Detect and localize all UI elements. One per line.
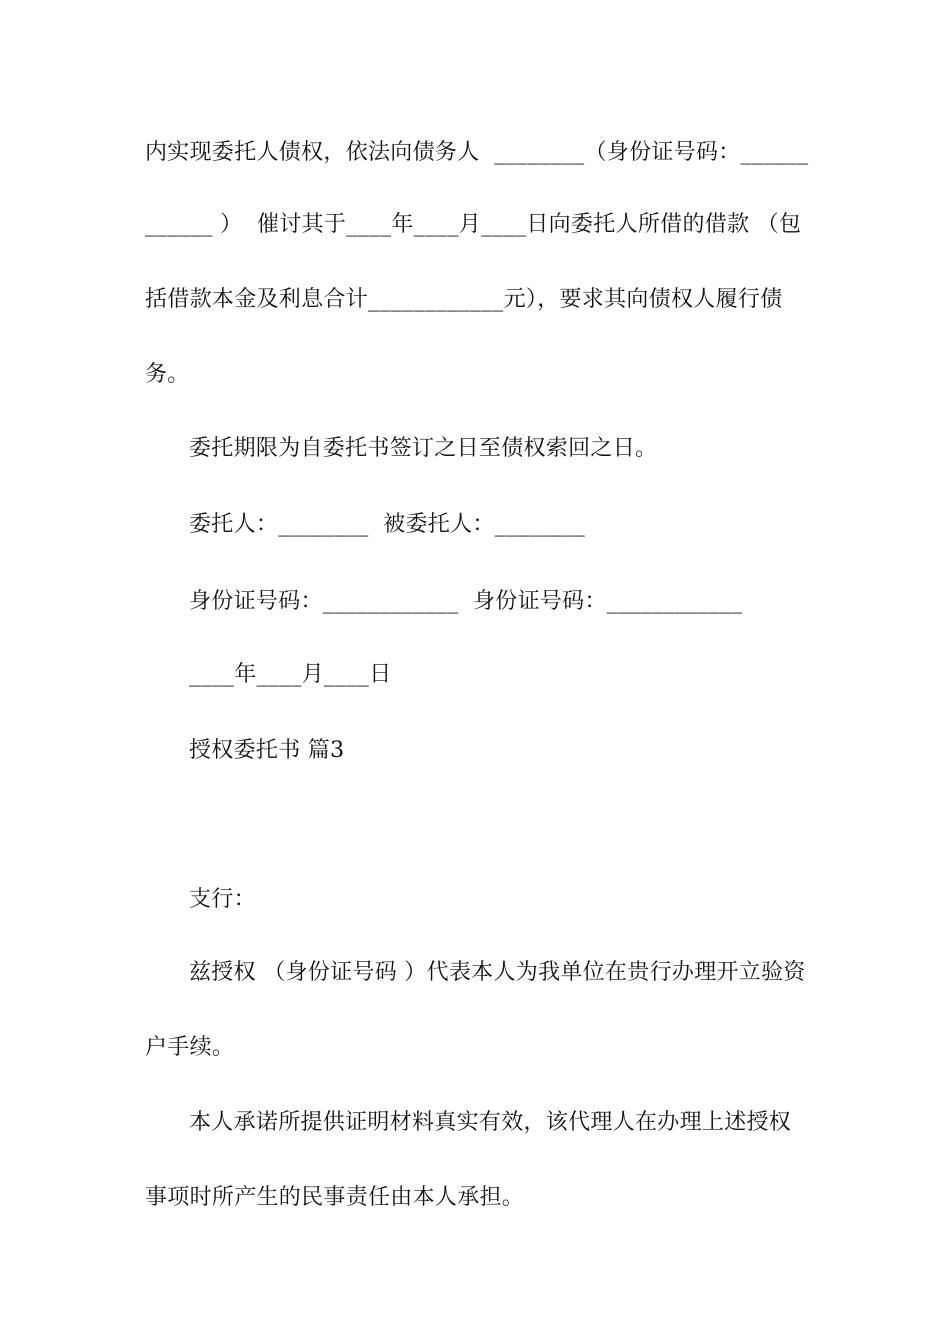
paragraph-line-4: 务。: [145, 362, 190, 387]
date-line: ____年____月____日: [189, 662, 392, 687]
paragraph-line-1: 内实现委托人债权，依法向债务人 ________（身份证号码：______: [145, 140, 809, 165]
id-number-line: 身份证号码：____________ 身份证号码：____________: [189, 589, 743, 614]
signatories-line: 委托人：________ 被委托人：________: [189, 512, 586, 537]
paragraph-line-2: ______ ） 催讨其于____年____月____日向委托人所借的借款 （包: [145, 212, 802, 237]
authorization-line-2: 户手续。: [145, 1035, 235, 1060]
section-heading: 授权委托书 篇3: [189, 738, 345, 763]
paragraph-line-3: 括借款本金及利息合计____________元），要求其向债权人履行债: [145, 287, 783, 312]
entrust-period-line: 委托期限为自委托书签订之日至债权索回之日。: [189, 436, 658, 461]
authorization-line-1: 兹授权 （身份证号码 ）代表本人为我单位在贵行办理开立验资: [189, 960, 806, 985]
commitment-line-1: 本人承诺所提供证明材料真实有效，该代理人在办理上述授权: [189, 1110, 792, 1135]
addressee-line: 支行：: [189, 887, 256, 912]
commitment-line-2: 事项时所产生的民事责任由本人承担。: [145, 1185, 525, 1210]
